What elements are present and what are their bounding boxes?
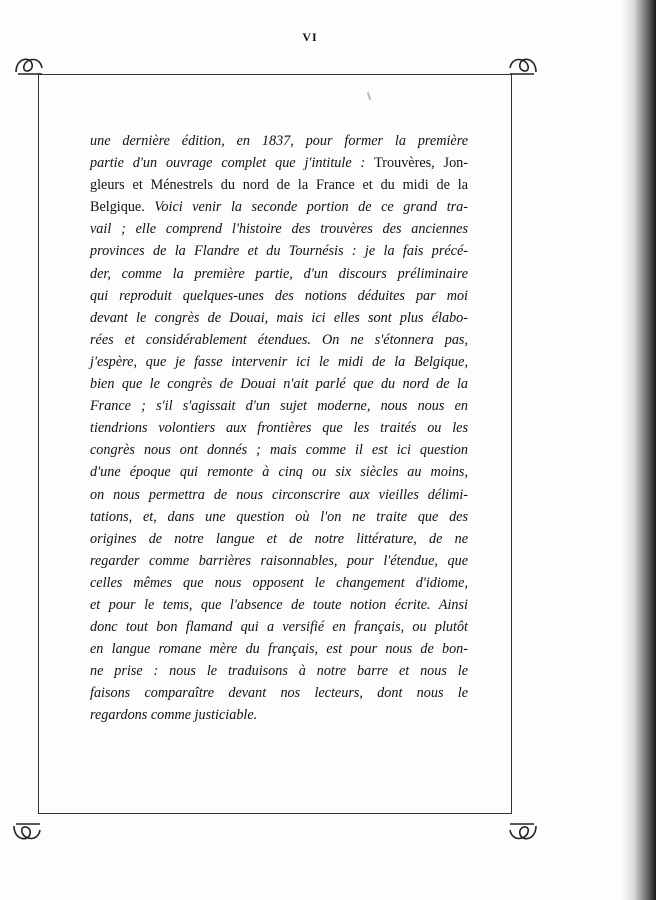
text-run: donc tout bon flamand qui a versifié en français, ou plutôt — [90, 619, 468, 636]
frame-top-rule — [38, 74, 512, 75]
text-run: gleurs et Ménestrels du nord de la France et du midi de la — [90, 177, 468, 194]
text-run: vail ; elle comprend l'histoire des trouvères des anciennes — [90, 221, 468, 238]
body-text — [90, 130, 468, 727]
text-run: qui reproduit quelques-unes des notions déduites par moi — [90, 287, 468, 304]
text-run: une dernière édition, en 1837, pour former la première — [90, 133, 468, 149]
text-run: regarder comme barrières raisonnables, pour l'étendue, que — [90, 552, 468, 569]
ornament-flourish-icon — [506, 50, 540, 80]
text-run: rées et considérablement étendues. On ne s'étonnera pas, — [90, 331, 468, 348]
text-run: bien que le congrès de Douai n'ait parlé que du nord de la — [90, 376, 468, 393]
text-run: congrès nous ont donnés ; mais comme il est ici question — [90, 442, 468, 459]
text-run: origines de notre langue et de notre littérature, de ne — [90, 530, 468, 547]
frame-bottom-rule — [38, 813, 512, 814]
text-line — [90, 660, 468, 682]
text-run: Trouvères, Jon- — [374, 155, 468, 172]
page-number: VI — [302, 30, 318, 44]
text-line — [90, 263, 468, 285]
text-line — [90, 461, 468, 483]
text-run: regardons comme justiciable. — [90, 707, 258, 724]
text-run: j'espère, que je fasse intervenir ici le midi de la Belgique, — [90, 353, 468, 370]
text-run: tations, et, dans une question où l'on ne traite que des — [90, 508, 468, 525]
text-run: France ; s'il s'agissait d'un sujet moderne, nous nous en — [90, 398, 468, 415]
text-run: d'une époque qui remonte à cinq ou six siècles au moins, — [90, 464, 468, 481]
text-line — [90, 174, 468, 196]
text-line — [90, 395, 468, 417]
text-run: devant le congrès de Douai, mais ici elles sont plus élabo- — [90, 309, 468, 326]
text-line — [90, 351, 468, 373]
text-line — [90, 417, 468, 439]
text-run: faisons comparaître devant nos lecteurs, dont nous le — [90, 685, 468, 702]
text-line — [90, 550, 468, 572]
text-run: der, comme la première partie, d'un discours préliminaire — [90, 265, 468, 282]
text-run: celles mêmes que nous opposent le changement d'idiome, — [90, 574, 468, 591]
text-line — [90, 218, 468, 240]
ornament-flourish-icon — [10, 818, 44, 848]
text-line — [90, 285, 468, 307]
text-line — [90, 484, 468, 506]
text-line — [90, 240, 468, 262]
text-line — [90, 616, 468, 638]
ornament-flourish-icon — [12, 50, 46, 80]
frame-left-rule — [38, 74, 39, 813]
text-line — [90, 594, 468, 616]
text-line — [90, 638, 468, 660]
text-line — [90, 704, 468, 726]
book-spine-shadow — [622, 0, 656, 900]
frame-right-rule — [511, 74, 512, 813]
text-run: Voici venir la seconde portion de ce grand tra- — [154, 199, 468, 216]
text-run: en langue romane mère du français, est pour nous de bon- — [90, 641, 468, 658]
ornament-flourish-icon — [506, 818, 540, 848]
text-run: provinces de la Flandre et du Tournésis : je la fais précé- — [90, 243, 468, 260]
text-line — [90, 506, 468, 528]
text-line — [90, 307, 468, 329]
text-line — [90, 682, 468, 704]
paper-speck — [367, 92, 372, 100]
text-line — [90, 196, 468, 218]
text-run: Belgique. — [90, 199, 155, 216]
text-run: on nous permettra de nous circonscrire aux vieilles délimi- — [90, 486, 468, 503]
text-run: et pour le tems, que l'absence de toute notion écrite. Ainsi — [90, 596, 468, 613]
text-line — [90, 130, 468, 152]
text-line — [90, 373, 468, 395]
text-line — [90, 329, 468, 351]
text-line — [90, 152, 468, 174]
text-run: tiendrions volontiers aux frontières que les traités ou les — [90, 420, 468, 437]
text-line — [90, 528, 468, 550]
text-line — [90, 439, 468, 461]
text-run: ne prise : nous le traduisons à notre barre et nous le — [90, 663, 468, 680]
text-line — [90, 572, 468, 594]
text-run: partie d'un ouvrage complet que j'intitule : — [90, 155, 375, 172]
